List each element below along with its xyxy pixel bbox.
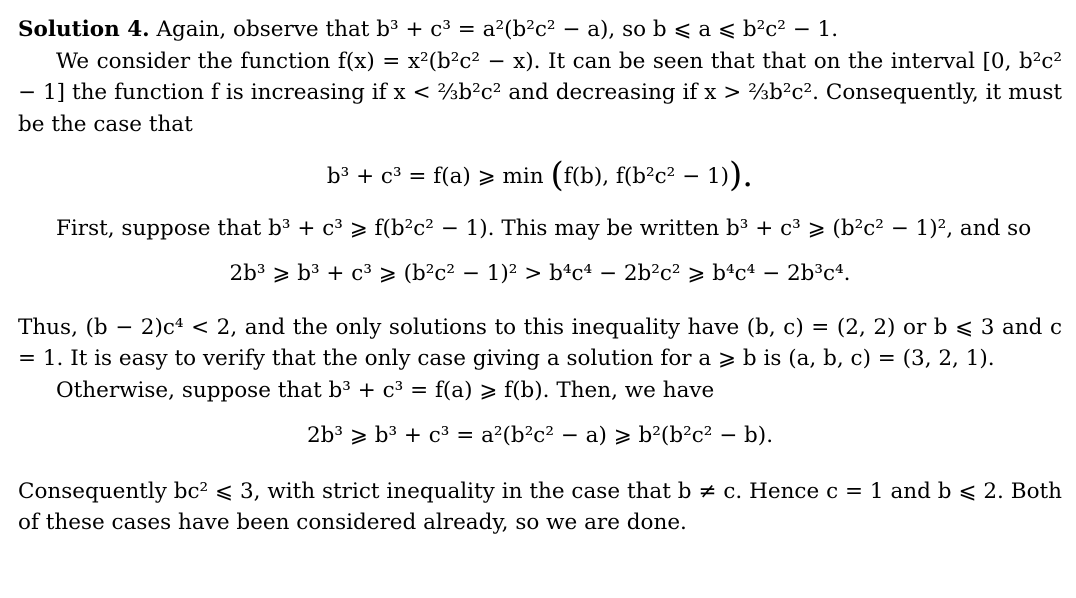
display-equation-3: 2b³ ⩾ b³ + c³ = a²(b²c² − a) ⩾ b²(b²c² − b). — [306, 423, 774, 448]
display-equation-1 — [18, 155, 1062, 195]
display1-close-paren: ). — [729, 155, 754, 195]
otherwise-paragraph: Otherwise, suppose that b³ + c³ = f(a) ⩾ f(b). Then, we have — [56, 377, 715, 403]
first-case-paragraph: First, suppose that b³ + c³ ⩾ f(b²c² − 1). This may be written b³ + c³ ⩾ (b²c² − 1)², and so — [56, 215, 1032, 241]
solution-opening-line — [18, 14, 1062, 46]
display1-left: b³ + c³ = f(a) ⩾ min — [326, 164, 544, 189]
display-equation-2: 2b³ ⩾ b³ + c³ ⩾ (b²c² − 1)² > b⁴c⁴ − 2b²c² ⩾ b⁴c⁴ − 2b³c⁴. — [229, 261, 851, 286]
thus-paragraph: Thus, (b − 2)c⁴ < 2, and the only solutions to this inequality have (b, c) = (2, 2) or b ⩽ 3 and c = 1. It is easy to verify that the only case giving a solution for a ⩾ b is (a, b, c) = (3, 2, 1). — [18, 314, 1062, 371]
display1-inner: f(b), f(b²c² − 1) — [563, 164, 730, 189]
display1-open-paren: ( — [550, 155, 564, 195]
opening-sentence: Again, observe that b³ + c³ = a²(b²c² − a), so b ⩽ a ⩽ b²c² − 1. — [156, 17, 839, 42]
function-paragraph: We consider the function f(x) = x²(b²c² − x). It can be seen that that on the interval [0, b²c² − 1] the function f is increasing if x < ⅔b²c² and decreasing if x > ⅔b²c². Consequently, it must be the case that — [18, 48, 1062, 137]
conclusion-paragraph: Consequently bc² ⩽ 3, with strict inequality in the case that b ≠ c. Hence c = 1 and b ⩽ 2. Both of these cases have been considered already, so we are done. — [18, 478, 1062, 535]
solution-label: Solution 4. — [18, 17, 150, 42]
solution-document — [18, 14, 1062, 539]
